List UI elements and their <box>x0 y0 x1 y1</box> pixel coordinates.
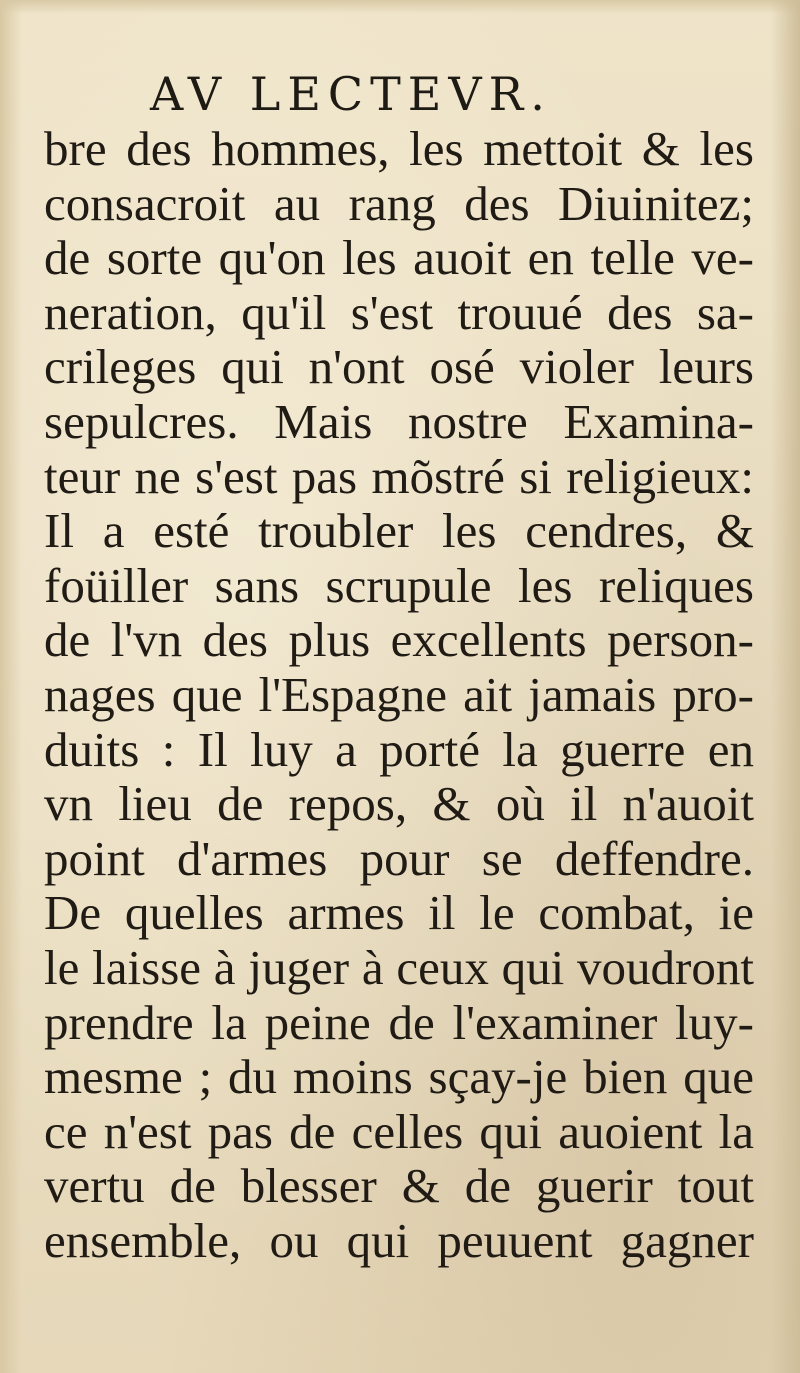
text-line: ce n'est pas de celles qui auoient la <box>44 1103 754 1159</box>
text-line: le laisse à juger à ceux qui voudront <box>44 939 754 995</box>
text-line: mesme ; du moins sçay-je bien que <box>44 1049 754 1105</box>
text-line: Il a esté troubler les cendres, & <box>44 503 754 559</box>
text-line: neration, qu'il s'est trouué des sa- <box>44 284 754 340</box>
text-line: vertu de blesser & de guerir tout <box>44 1158 754 1214</box>
page-right-edge <box>770 0 800 1373</box>
running-head: AV LECTEVR. <box>150 67 552 121</box>
text-line: prendre la peine de l'examiner luy- <box>44 994 754 1050</box>
body-text <box>44 122 754 1268</box>
text-line: ensemble, ou qui peuuent gagner <box>44 1212 754 1268</box>
text-line: foüiller sans scrupule les reliques <box>44 557 754 613</box>
text-line: de sorte qu'on les auoit en telle ve- <box>44 230 754 286</box>
text-line: nages que l'Espagne ait jamais pro- <box>44 666 754 722</box>
text-line: sepulcres. Mais nostre Examina- <box>44 393 754 449</box>
text-line: vn lieu de repos, & où il n'auoit <box>44 776 754 832</box>
text-line: teur ne s'est pas mõstré si religieux: <box>44 448 754 504</box>
text-line: bre des hommes, les mettoit & les <box>44 121 754 176</box>
text-line: De quelles armes il le combat, ie <box>44 885 754 941</box>
text-line: consacroit au rang des Diuinitez; <box>44 175 754 231</box>
text-line: crileges qui n'ont osé violer leurs <box>44 339 754 395</box>
page-top-edge <box>0 0 800 14</box>
text-line: duits : Il luy a porté la guerre en <box>44 721 754 777</box>
page-left-edge <box>0 0 22 1373</box>
text-line: point d'armes pour se deffendre. <box>44 830 754 886</box>
text-line: de l'vn des plus excellents person- <box>44 612 754 668</box>
